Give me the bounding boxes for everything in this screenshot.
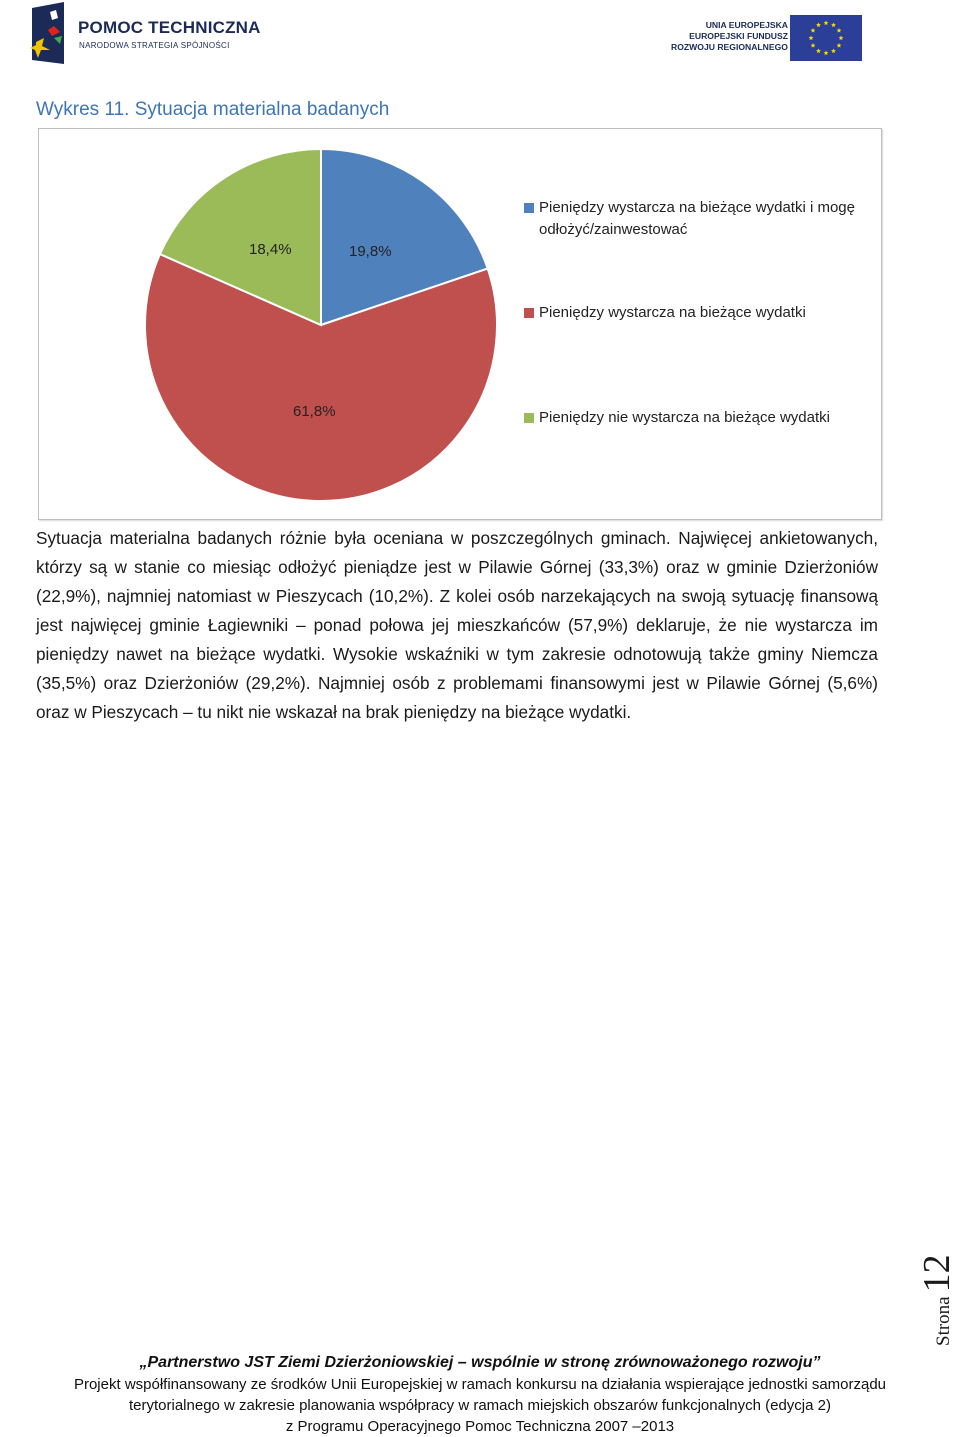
- eu-star-icon: [811, 43, 816, 48]
- legend-swatch-1: [524, 308, 534, 318]
- eu-logo: [650, 12, 870, 62]
- eu-star-icon: [811, 28, 816, 33]
- body-paragraph: Sytuacja materialna badanych różnie była oceniana w poszczególnych gminach. Najwięcej ankietowanych, którzy są w stanie co miesiąc odłożyć pieniądze jest w Pilawie Górnej (33,3%) oraz w gminie Dzierżoniów (22,9%), najmniej natomiast w Pieszycach (10,2%). Z kolei osób narzekających na swoją sytuację finansową jest najwięcej gminie Łagiewniki – ponad połowa jej mieszkańców (57,9%) deklaruje, że nie wystarcza im pieniędzy nawet na bieżące wydatki. Wysokie wskaźniki w tym zakresie odnotowują także gminy Niemcza (35,5%) oraz Dzierżoniów (29,2%). Najmniej osób z problemami finansowymi jest w Pilawie Górnej (5,6%) oraz w Pieszycach – tu nikt nie wskazał na brak pieniędzy na bieżące wydatki.: [36, 528, 878, 722]
- legend-item: [524, 302, 874, 324]
- footer: [0, 1352, 960, 1437]
- legend-label: Pieniędzy wystarcza na bieżące wydatki i mogę odłożyć/zainwestować: [539, 199, 855, 238]
- eu-star-icon: [831, 22, 836, 27]
- eu-star-icon: [816, 22, 821, 27]
- page-number: [905, 1230, 960, 1350]
- logo-title: POMOC TECHNICZNA: [78, 18, 261, 37]
- pomoc-techniczna-emblem-icon: [30, 2, 76, 64]
- eu-logo-line3: ROZWOJU REGIONALNEGO: [671, 42, 788, 52]
- eu-star-icon: [837, 43, 842, 48]
- eu-logo-text: [671, 20, 788, 53]
- pie-slice-label: 61,8%: [293, 403, 336, 420]
- eu-star-icon: [831, 48, 836, 53]
- legend-label: Pieniędzy wystarcza na bieżące wydatki: [539, 304, 806, 321]
- pomoc-techniczna-logo: [30, 2, 260, 64]
- footer-line: Projekt współfinansowany ze środków Unii Europejskiej w ramach konkursu na działania wspierające jednostki samorządu: [73, 1376, 887, 1393]
- eu-star-icon: [837, 28, 842, 33]
- eu-star-icon: [824, 50, 829, 55]
- legend-item: [524, 197, 874, 241]
- chart-caption: Wykres 11. Sytuacja materialna badanych: [36, 99, 390, 120]
- eu-star-icon: [839, 35, 844, 40]
- eu-flag-icon: [790, 15, 862, 61]
- eu-star-icon: [809, 35, 814, 40]
- pie-slice-label: 18,4%: [249, 241, 292, 258]
- footer-title: „Partnerstwo JST Ziemi Dzierżoniowskiej – wspólnie w stronę zrównoważonego rozwoju”: [139, 1354, 821, 1371]
- eu-logo-line2: EUROPEJSKI FUNDUSZ: [689, 31, 788, 41]
- footer-line: z Programu Operacyjnego Pomoc Techniczna 2007 –2013: [285, 1418, 675, 1435]
- pie-chart-svg: [39, 129, 881, 519]
- eu-star-icon: [824, 20, 829, 25]
- eu-logo-line1: UNIA EUROPEJSKA: [705, 20, 788, 30]
- legend-item: [524, 407, 874, 429]
- page-number-word: Strona: [933, 1296, 954, 1346]
- eu-star-icon: [816, 48, 821, 53]
- legend-label: Pieniędzy nie wystarcza na bieżące wydatki: [539, 409, 830, 426]
- pie-slice-label: 19,8%: [349, 243, 392, 260]
- legend-swatch-0: [524, 203, 534, 213]
- page-number-value: 12: [916, 1254, 958, 1293]
- footer-line: terytorialnego w zakresie planowania współpracy w ramach miejskich obszarów funkcjonalnych (edycja 2): [129, 1397, 831, 1414]
- legend-swatch-2: [524, 413, 534, 423]
- pie-chart: [38, 128, 882, 520]
- logo-subtitle: NARODOWA STRATEGIA SPÓJNOŚCI: [79, 41, 230, 50]
